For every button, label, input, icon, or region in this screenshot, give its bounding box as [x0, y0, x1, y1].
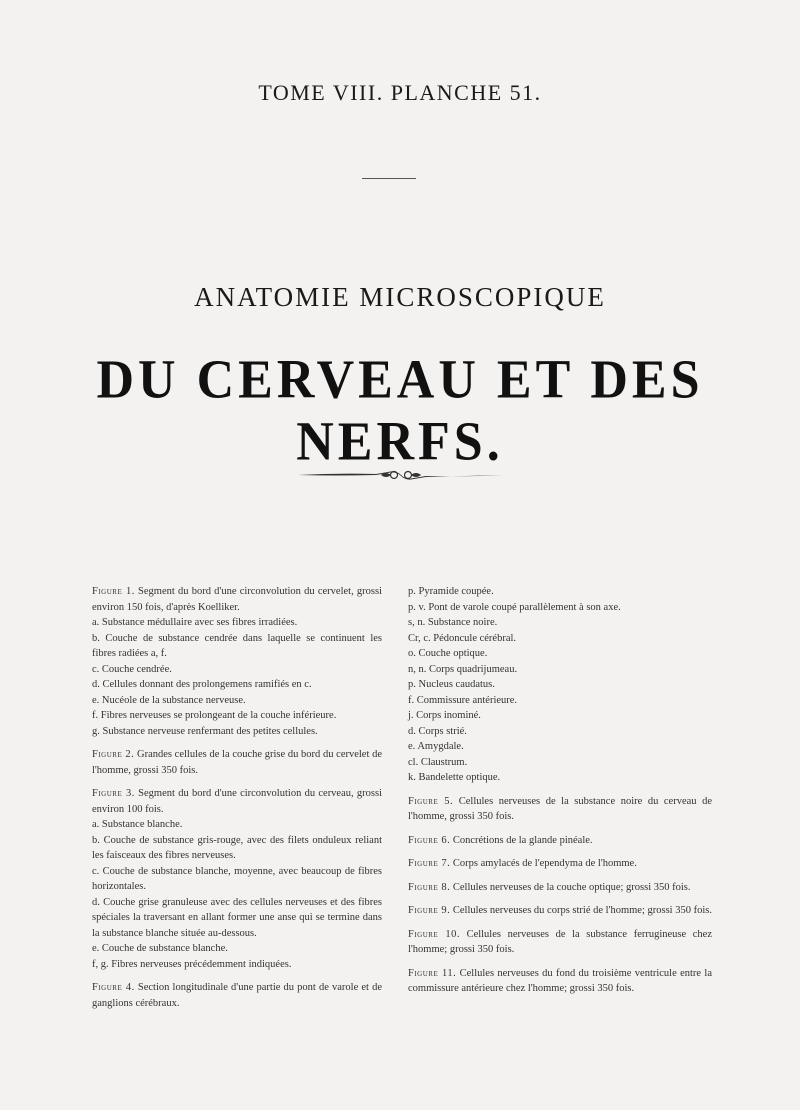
figure-text: Cellules nerveuses de la couche optique; grossi 350 fois. [452, 881, 691, 893]
legend-item: cl. Claustrum. [408, 756, 468, 768]
legend-item: k. Bandelette optique. [408, 772, 501, 783]
legend-item: s, n. Substance noire. [408, 617, 498, 628]
spacer [408, 958, 712, 966]
ornament-divider-icon [296, 468, 506, 482]
legend-item: c. Couche de substance blanche, moyenne, avec beaucoup de fibres horizontales. [92, 865, 382, 892]
figure-caption [408, 966, 712, 997]
legend-item: d. Cellules donnant des prolongemens ramifiés en c. [92, 679, 312, 690]
figure-text: Grandes cellules de la couche grise du bord du cervelet de l'homme, grossi 350 fois. [92, 749, 382, 776]
figure-caption [408, 880, 712, 896]
figure-text: Cellules nerveuses du corps strié de l'homme; grossi 350 fois. [452, 905, 712, 916]
left-column [92, 584, 382, 1011]
figure-label: Figure 4. [92, 982, 135, 993]
legend-item: b. Couche de substance cendrée dans laquelle se continuent les fibres radiées a, f. [92, 632, 382, 659]
legend-item: n, n. Corps quadrijumeau. [408, 663, 518, 675]
legend-item: b. Couche de substance gris-rouge, avec des filets onduleux reliant les faisceaux des fibres nerveuses. [92, 834, 382, 861]
figure-label: Figure 7. [408, 858, 451, 869]
figure-caption [408, 794, 712, 825]
legend-item: p. Pyramide coupée. [408, 586, 494, 597]
legend-item: d. Couche grise granuleuse avec des cellules nerveuses et des fibres spéciales la traversant en allant former une anse qui se termine dans la substance blanche située au-dessous. [92, 896, 382, 939]
figure-caption [92, 786, 382, 817]
short-rule [362, 178, 416, 179]
figure-label: Figure 3. [92, 788, 135, 799]
legend-item: e. Amygdale. [408, 741, 464, 752]
figure-caption [92, 747, 382, 778]
page-title: DU CERVEAU ET DES NERFS. [96, 350, 704, 472]
spacer [408, 919, 712, 927]
spacer [408, 786, 712, 794]
figure-caption [408, 903, 712, 919]
legend-item: f. Commissure antérieure. [408, 694, 518, 706]
figure-label: Figure 2. [92, 749, 135, 760]
legend-item: Cr, c. Pédoncule cérébral. [408, 632, 517, 644]
spacer [92, 972, 382, 980]
figure-text: Cellules nerveuses de la substance noire du cerveau de l'homme, grossi 350 fois. [408, 795, 713, 822]
spacer [92, 778, 382, 786]
figure-caption [408, 927, 712, 958]
figure-text: Cellules nerveuses du fond du troisième ventricule entre la commissure antérieure chez l'homme; grossi 350 fois. [408, 967, 712, 994]
spacer [408, 895, 712, 903]
figure-text: Segment du bord d'une circonvolution du cervelet, grossi environ 150 fois, d'après Koelliker. [92, 586, 383, 613]
legend-item: p. v. Pont de varole coupé parallèlement à son axe. [408, 601, 621, 613]
legend-item: d. Corps strié. [408, 725, 467, 737]
legend-item: a. Substance médullaire avec ses fibres irradiées. [92, 617, 298, 628]
figure-label: Figure 11. [408, 967, 457, 979]
spacer [408, 872, 712, 880]
figure-caption [408, 833, 712, 849]
figure-caption [92, 980, 382, 1011]
figure-text: Cellules nerveuses de la substance ferrugineuse chez l'homme; grossi 350 fois. [408, 928, 712, 955]
legend-item: j. Corps inominé. [408, 710, 481, 721]
legend-item: a. Substance blanche. [92, 819, 183, 830]
figure-text: Concrétions de la glande pinéale. [452, 834, 593, 846]
figure-label: Figure 10. [408, 928, 460, 940]
figure-caption [408, 856, 712, 872]
figure-text: Segment du bord d'une circonvolution du cerveau, grossi environ 100 fois. [92, 788, 382, 815]
legend-item: o. Couche optique. [408, 648, 488, 659]
figure-caption [92, 584, 382, 615]
figure-label: Figure 5. [408, 795, 454, 807]
spacer [408, 825, 712, 833]
spacer [92, 739, 382, 747]
figure-label: Figure 6. [408, 834, 451, 846]
subtitle: ANATOMIE MICROSCOPIQUE [194, 282, 606, 312]
legend-item: c. Couche cendrée. [92, 663, 172, 675]
legend-item: e. Nucéole de la substance nerveuse. [92, 694, 246, 706]
figure-text: Section longitudinale d'une partie du pont de varole et de ganglions cérébraux. [92, 982, 383, 1009]
legend-item: p. Nucleus caudatus. [408, 679, 495, 690]
figure-label: Figure 9. [408, 905, 451, 916]
right-column [408, 584, 712, 997]
figure-text: Corps amylacés de l'ependyma de l'homme. [452, 858, 637, 869]
legend-item: g. Substance nerveuse renfermant des petites cellules. [92, 725, 318, 737]
spacer [408, 848, 712, 856]
plate-number: TOME VIII. PLANCHE 51. [258, 80, 542, 105]
figure-label: Figure 1. [92, 586, 135, 597]
legend-item: e. Couche de substance blanche. [92, 943, 228, 954]
legend-item: f, g. Fibres nerveuses précédemment indiquées. [92, 958, 292, 970]
legend-item: f. Fibres nerveuses se prolongeant de la couche inférieure. [92, 710, 337, 721]
figure-label: Figure 8. [408, 881, 451, 893]
